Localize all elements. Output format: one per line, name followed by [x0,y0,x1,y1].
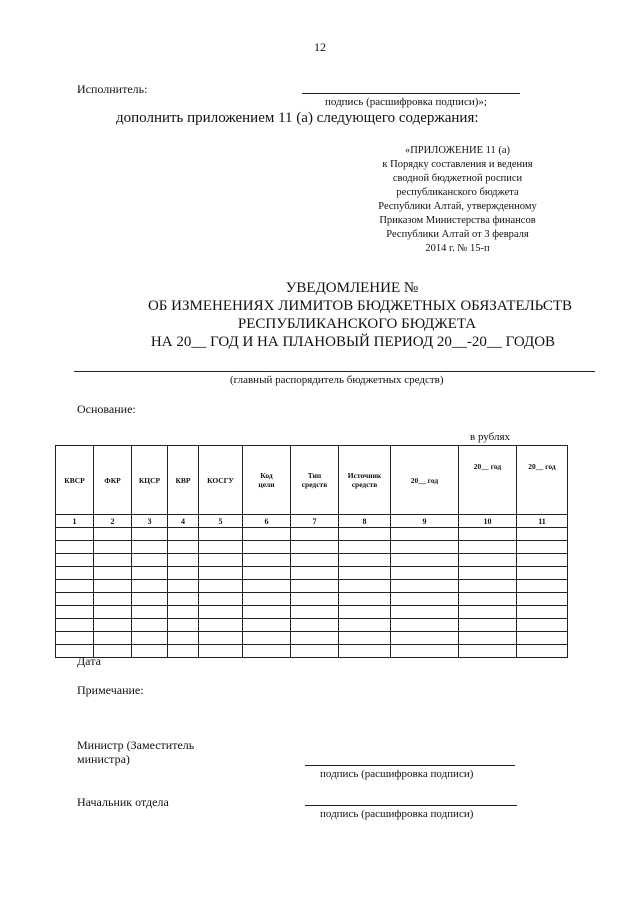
appendix-line: Приказом Министерства финансов [379,215,536,226]
column-number: 1 [56,515,94,528]
title-line-4: НА 20__ ГОД И НА ПЛАНОВЫЙ ПЕРИОД 20__-20__ ГОДОВ [150,334,556,350]
header-year-3: 20__ год [517,446,568,515]
appendix-line: сводной бюджетной росписи [392,173,523,184]
appendix-line: 2014 г. № 15-п [425,243,490,254]
table-row [56,619,568,632]
table-row [56,632,568,645]
title-line-2: ОБ ИЗМЕНЕНИЯХ ЛИМИТОВ БЮДЖЕТНЫХ ОБЯЗАТЕЛЬСТВ [147,298,573,314]
units-label: в рублях [470,431,511,443]
table-row [56,645,568,658]
header-kcsr: КЦСР [132,446,168,515]
header-year-2: 20__ год [459,446,517,515]
header-fkr: ФКР [94,446,132,515]
column-number: 8 [339,515,391,528]
column-number: 3 [132,515,168,528]
minister-label-line-1: Министр (Заместитель [77,738,195,752]
appendix-line: к Порядку составления и ведения [382,159,533,170]
appendix-line: республиканского бюджета [396,187,519,198]
header-kvsr: КВСР [56,446,94,515]
column-number: 7 [291,515,339,528]
executor-signature-line [302,93,520,94]
column-number: 11 [517,515,568,528]
table-row [56,606,568,619]
appendix-line: Республики Алтай от 3 февраля [386,229,529,240]
header-goal-code: Код цели [243,446,291,515]
department-head-label: Начальник отдела [77,795,169,809]
header-funds-type: Тип средств [291,446,339,515]
department-head-signature-caption: подпись (расшифровка подписи) [320,808,474,820]
department-head-signature-line [305,805,517,806]
minister-label-line-2: министра) [77,752,130,766]
note-label: Примечание: [77,683,144,697]
table-row [56,593,568,606]
distributor-caption: (главный распорядитель бюджетных средств) [230,374,444,386]
header-funds-source: Источник средств [339,446,391,515]
table-row [56,567,568,580]
minister-signature-caption: подпись (расшифровка подписи) [320,768,474,780]
appendix-block [360,144,555,256]
column-number: 4 [168,515,199,528]
amend-text: дополнить приложением 11 (а) следующего содержания: [116,110,479,126]
minister-signature-line [305,765,515,766]
header-kvr: КВР [168,446,199,515]
table-row [56,528,568,541]
page-number: 12 [314,40,326,54]
column-number: 2 [94,515,132,528]
title-line-3: РЕСПУБЛИКАНСКОГО БЮДЖЕТА [237,316,477,332]
title-line-1: УВЕДОМЛЕНИЕ № [285,280,419,296]
appendix-line: «ПРИЛОЖЕНИЕ 11 (а) [404,145,511,156]
executor-label: Исполнитель: [77,82,148,96]
header-kosgu: КОСГУ [199,446,243,515]
table-row [56,554,568,567]
appendix-line: Республики Алтай, утвержденному [378,201,537,212]
distributor-line [74,371,595,372]
date-label: Дата [77,654,101,668]
basis-label: Основание: [77,402,136,416]
column-number: 9 [391,515,459,528]
table-row [56,580,568,593]
executor-signature-caption: подпись (расшифровка подписи)»; [325,96,487,108]
column-number: 5 [199,515,243,528]
column-number: 6 [243,515,291,528]
header-year-1: 20__ год [391,446,459,515]
table-row [56,541,568,554]
column-number: 10 [459,515,517,528]
limits-table [55,445,568,658]
